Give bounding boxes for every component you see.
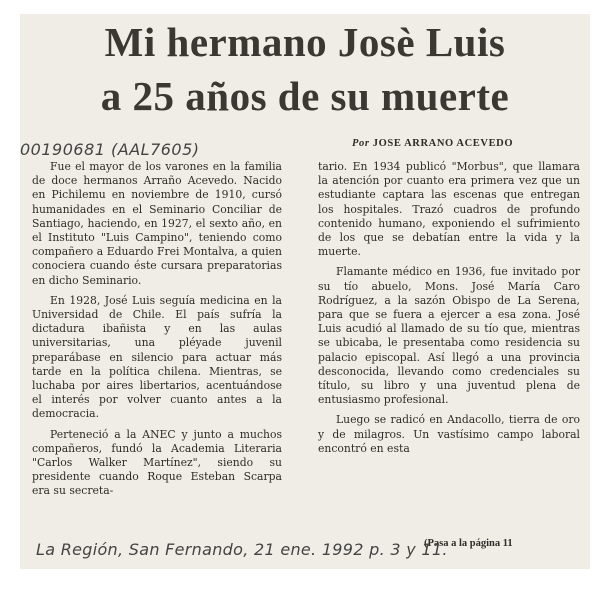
continuation-note: (Pasa a la página 11 [424,538,513,549]
article-column-right [318,160,580,456]
paragraph: En 1928, José Luis seguía medicina en la Universidad de Chile. El país sufría la dictadura ibañista y en las aulas universitarias, una pléyade juvenil preparábase en silencio para actuar más tarde en la política chilena. Mientras, se luchaba por aires libertarios, acentuándose el interés por volver cuanto antes a la democracia. [32,293,282,421]
paragraph: Fue el mayor de los varones en la familia de doce hermanos Arraño Acevedo. Nacido en Pichilemu en noviembre de 1910, cursó humanidades en el Seminario Conciliar de Santiago, haciendo, en 1927, el sexto año, en el Instituto "Luis Campino", teniendo como compañero a Eduardo Frei Montalva, a quien conociera cuando éste cursara preparatorias en dicho Seminario. [32,160,282,287]
paragraph: Perteneció a la ANEC y junto a muchos compañeros, fundó la Academia Literaria "Carlos Walker Martínez", siendo su presidente cuando Roque Esteban Scarpa era su secreta- [32,427,282,498]
paragraph: Luego se radicó en Andacollo, tierra de oro y de milagros. Un vastísimo campo laboral encontró en esta [318,413,580,455]
handwritten-archive-code: 00190681 (AAL7605) [20,140,200,159]
article-column-left [32,160,282,499]
headline-line-2: a 25 años de su muerte [100,73,510,119]
headline-line-1: Mi hermano Josè Luis [104,19,506,65]
paragraph: Flamante médico en 1936, fue invitado por su tío abuelo, Mons. José María Caro Rodríguez, a la sazón Obispo de La Serena, para que se fuera a ejercer a esa zona. José Luis acudió al llamado de su tío que, mientras se ubicaba, le presentaba como residencia su palacio episcopal. Así llegó a una provincia desconocida, llevando como credenciales su título, su libro y una juventud plena de entusiasmo profesional. [318,265,580,407]
handwritten-source-note: La Región, San Fernando, 21 ene. 1992 p. 3 y 11. [36,540,448,559]
byline-prefix: Por [352,138,370,149]
newspaper-clipping [20,14,590,569]
byline [352,138,513,149]
byline-author: JOSE ARRANO ACEVEDO [372,138,514,149]
paragraph: tario. En 1934 publicó "Morbus", que llamara la atención por cuanto era primera vez que un estudiante captara las escenas que entregan los hospitales. Trazó cuadros de profundo contenido humano, exponiendo el sufrimiento de los que se debatían entre la vida y la muerte. [318,160,580,259]
